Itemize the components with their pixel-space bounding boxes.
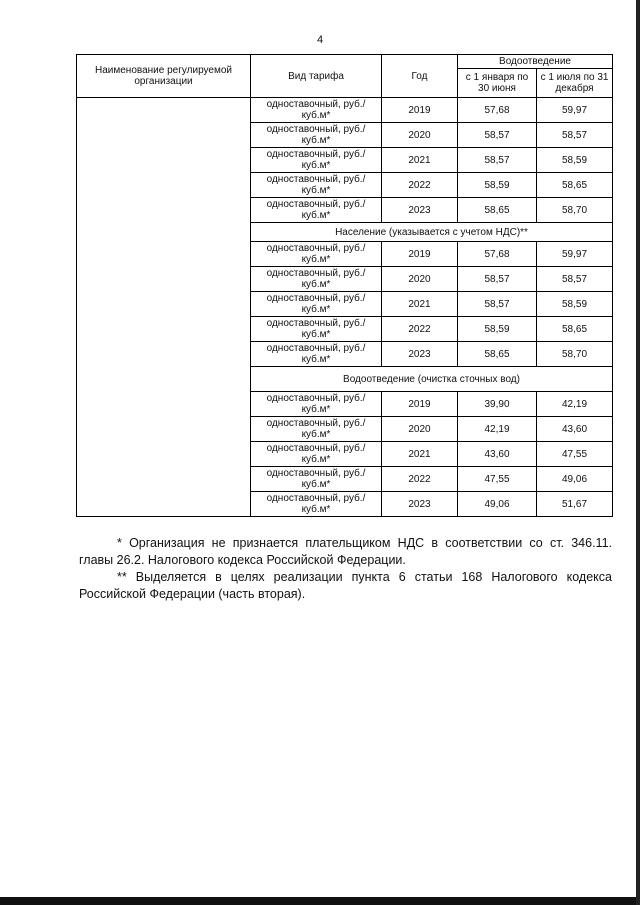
period-2-value: 59,97 (537, 98, 613, 123)
year-cell: 2021 (382, 442, 458, 467)
period-1-value: 47,55 (458, 467, 537, 492)
year-cell: 2023 (382, 198, 458, 223)
period-1-value: 58,59 (458, 317, 537, 342)
tariff-type-cell: одноставочный, руб./куб.м* (251, 317, 382, 342)
page-number: 4 (316, 34, 324, 46)
organization-cell (77, 98, 251, 517)
footnote-2: ** Выделяется в целях реализации пункта 6 статьи 168 Налогового кодекса Российской Федерации (часть вторая). (79, 570, 612, 601)
footnote-1: * Организация не признается плательщиком НДС в соответствии со ст. 346.11. главы 26.2. Налогового кодекса Российской Федерации. (79, 536, 612, 567)
tariff-type-cell: одноставочный, руб./куб.м* (251, 292, 382, 317)
year-cell: 2021 (382, 292, 458, 317)
year-cell: 2020 (382, 417, 458, 442)
period-2-value: 51,67 (537, 492, 613, 517)
period-2-value: 58,65 (537, 173, 613, 198)
footnotes (79, 535, 612, 603)
year-cell: 2019 (382, 242, 458, 267)
period-2-value: 42,19 (537, 392, 613, 417)
period-2-value: 58,59 (537, 148, 613, 173)
tariff-type-cell: одноставочный, руб./куб.м* (251, 98, 382, 123)
period-1-value: 58,57 (458, 123, 537, 148)
period-1-value: 58,59 (458, 173, 537, 198)
period-1-value: 39,90 (458, 392, 537, 417)
period-1-value: 58,65 (458, 342, 537, 367)
section-population-title: Население (указывается с учетом НДС)** (251, 223, 613, 242)
year-cell: 2019 (382, 392, 458, 417)
year-cell: 2020 (382, 123, 458, 148)
tariff-type-cell: одноставочный, руб./куб.м* (251, 392, 382, 417)
period-2-value: 49,06 (537, 467, 613, 492)
tariff-type-cell: одноставочный, руб./куб.м* (251, 467, 382, 492)
section-wastewater-treatment-title: Водоотведение (очистка сточных вод) (251, 367, 613, 392)
tariff-type-cell: одноставочный, руб./куб.м* (251, 123, 382, 148)
period-1-value: 58,57 (458, 267, 537, 292)
tariff-type-cell: одноставочный, руб./куб.м* (251, 342, 382, 367)
tariff-type-cell: одноставочный, руб./куб.м* (251, 417, 382, 442)
table-body (77, 98, 613, 517)
period-2-value: 47,55 (537, 442, 613, 467)
year-cell: 2022 (382, 317, 458, 342)
period-1-value: 58,57 (458, 148, 537, 173)
year-cell: 2020 (382, 267, 458, 292)
period-1-value: 49,06 (458, 492, 537, 517)
header-period-1: с 1 января по 30 июня (458, 69, 537, 98)
tariff-type-cell: одноставочный, руб./куб.м* (251, 492, 382, 517)
year-cell: 2023 (382, 342, 458, 367)
period-1-value: 43,60 (458, 442, 537, 467)
tariff-type-cell: одноставочный, руб./куб.м* (251, 242, 382, 267)
scan-right-edge (636, 0, 640, 905)
header-year: Год (382, 55, 458, 98)
period-1-value: 57,68 (458, 242, 537, 267)
tariff-type-cell: одноставочный, руб./куб.м* (251, 267, 382, 292)
header-tariff-type: Вид тарифа (251, 55, 382, 98)
scan-bottom-border (0, 897, 640, 905)
tariff-type-cell: одноставочный, руб./куб.м* (251, 442, 382, 467)
table-row (77, 98, 613, 123)
year-cell: 2023 (382, 492, 458, 517)
year-cell: 2022 (382, 467, 458, 492)
period-1-value: 42,19 (458, 417, 537, 442)
period-1-value: 58,57 (458, 292, 537, 317)
tariff-type-cell: одноставочный, руб./куб.м* (251, 198, 382, 223)
header-water-disposal: Водоотведение (458, 55, 613, 69)
period-1-value: 57,68 (458, 98, 537, 123)
period-2-value: 58,70 (537, 198, 613, 223)
header-organization: Наименование регулируемой организации (77, 55, 251, 98)
tariff-table (76, 54, 613, 517)
period-2-value: 58,65 (537, 317, 613, 342)
period-2-value: 43,60 (537, 417, 613, 442)
tariff-type-cell: одноставочный, руб./куб.м* (251, 148, 382, 173)
year-cell: 2019 (382, 98, 458, 123)
period-2-value: 58,57 (537, 123, 613, 148)
tariff-type-cell: одноставочный, руб./куб.м* (251, 173, 382, 198)
period-2-value: 58,59 (537, 292, 613, 317)
year-cell: 2021 (382, 148, 458, 173)
period-1-value: 58,65 (458, 198, 537, 223)
period-2-value: 58,70 (537, 342, 613, 367)
period-2-value: 58,57 (537, 267, 613, 292)
year-cell: 2022 (382, 173, 458, 198)
period-2-value: 59,97 (537, 242, 613, 267)
header-period-2: с 1 июля по 31 декабря (537, 69, 613, 98)
